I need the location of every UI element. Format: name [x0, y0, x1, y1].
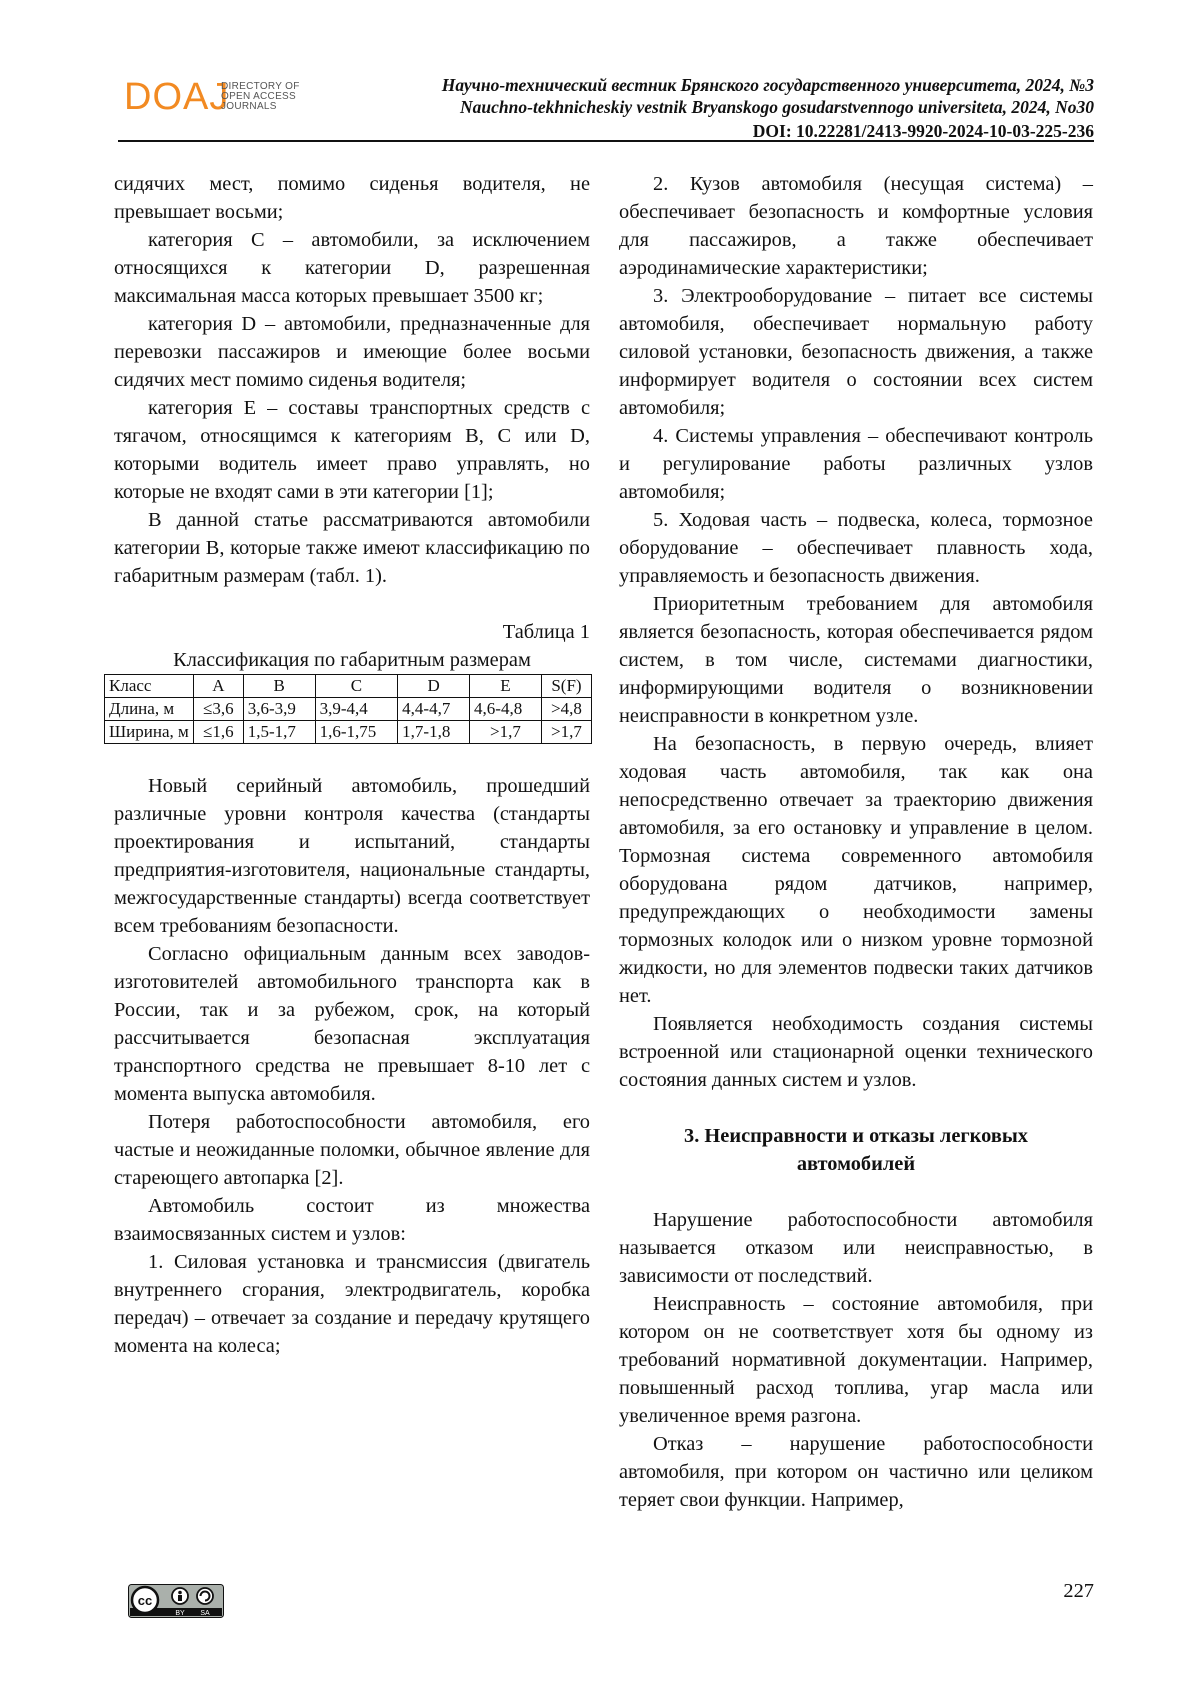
paragraph: 1. Силовая установка и трансмиссия (двигатель внутреннего сгорания, электродвигатель, коробка передач) – отвечает за создание и передачу крутящего момента на колеса; — [114, 1251, 590, 1357]
left-column — [109, 170, 590, 1360]
table-cell: 4,4-4,7 — [398, 698, 470, 721]
table-cell: Длина, м — [105, 698, 194, 721]
table-header-cell: S(F) — [541, 675, 591, 698]
paragraph: 3. Электрооборудование – питает все системы автомобиля, обеспечивает нормальную работу силовой установки, безопасность движения, а также информирует водителя о состоянии всех систем автомобиля; — [619, 285, 1093, 419]
table-cell: 1,7-1,8 — [398, 721, 470, 744]
logo-sub-line: JOURNALS — [221, 101, 277, 112]
paragraph: 4. Системы управления – обеспечивают контроль и регулирование работы различных узлов автомобиля; — [619, 425, 1093, 503]
table-row — [105, 698, 592, 721]
table-cell: >1,7 — [541, 721, 591, 744]
right-column — [619, 170, 1093, 1514]
paragraph: Автомобиль состоит из множества взаимосвязанных систем и узлов: — [114, 1195, 590, 1245]
paragraph: Новый серийный автомобиль, прошедший различные уровни контроля качества (стандарты проектирования и испытаний, стандарты предприятия-изготовителя, национальные стандарты, межгосударственные стандарты) всегда соответствует всем требованиям безопасности. — [114, 775, 590, 937]
table-header-cell: A — [194, 675, 244, 698]
table-cell: 3,6-3,9 — [243, 698, 315, 721]
paragraph: 2. Кузов автомобиля (несущая система) – обеспечивает безопасность и комфортные условия для пассажиров, а также обеспечивает аэродинамические характеристики; — [619, 173, 1093, 279]
classification-table — [104, 674, 592, 744]
table-header-cell: E — [470, 675, 542, 698]
table-header-row — [105, 675, 592, 698]
doaj-logo-subtitle — [221, 82, 300, 112]
table-cell: 1,6-1,75 — [315, 721, 398, 744]
table-header-cell: Класс — [105, 675, 194, 698]
journal-header — [442, 74, 1094, 118]
table-cell: 1,5-1,7 — [243, 721, 315, 744]
header-divider — [118, 140, 1094, 142]
paragraph: Нарушение работоспособности автомобиля называется отказом или неисправностью, в зависимости от последствий. — [619, 1209, 1093, 1287]
paragraph: 5. Ходовая часть – подвеска, колеса, тормозное оборудование – обеспечивает плавность хода, управляемость и безопасность движения. — [619, 509, 1093, 587]
table-row — [105, 721, 592, 744]
paragraph: категория D – автомобили, предназначенные для перевозки пассажиров и имеющие более восьми сидячих мест помимо сиденья водителя; — [114, 313, 590, 391]
doi-link[interactable]: DOI: 10.22281/2413-9920-2024-10-03-225-236 — [752, 121, 1094, 141]
doaj-logo[interactable] — [124, 78, 314, 120]
table-header-cell: D — [398, 675, 470, 698]
table-header-cell: B — [243, 675, 315, 698]
table-cell: >4,8 — [541, 698, 591, 721]
section-heading — [619, 1122, 1093, 1178]
logo-sub-line: DIRECTORY OF — [221, 81, 300, 92]
table-header-cell: C — [315, 675, 398, 698]
logo-sub-line: OPEN ACCESS — [221, 91, 296, 102]
table-cell: >1,7 — [470, 721, 542, 744]
table-cell: ≤1,6 — [194, 721, 244, 744]
table-number: Таблица 1 — [502, 621, 590, 643]
cc-by-sa-license-icon[interactable] — [128, 1584, 224, 1618]
table-cell: ≤3,6 — [194, 698, 244, 721]
paragraph: На безопасность, в первую очередь, влияет ходовая часть автомобиля, так как она непосредственно отвечает за траекторию движения автомобиля, за его остановку и управление в целом. Тормозная система современного автомобиля оборудована рядом датчиков, например, предупреждающих о необходимости замены тормозных колодок или о низком уровне тормозной жидкости, но для элементов подвески таких датчиков нет. — [619, 733, 1093, 1007]
doaj-logo-text: DOAJ — [124, 76, 230, 118]
paragraph: Потеря работоспособности автомобиля, его частые и неожиданные поломки, обычное явление для стареющего автопарка [2]. — [114, 1111, 590, 1189]
cc-mark: cc — [137, 1593, 153, 1608]
journal-title-en: Nauchno-tekhnicheskiy vestnik Bryanskogo gosudarstvennogo universiteta, 2024, No30 — [460, 97, 1094, 117]
table-cell: 3,9-4,4 — [315, 698, 398, 721]
paragraph: сидячих мест, помимо сиденья водителя, не превышает восьми; — [114, 173, 590, 223]
journal-title-ru: Научно-технический вестник Брянского государственного университета, 2024, №3 — [441, 75, 1094, 95]
sa-label: SA — [200, 1610, 210, 1617]
paragraph: Неисправность – состояние автомобиля, при котором он не соответствует хотя бы одному из требований нормативной документации. Например, повышенный расход топлива, угар масла или увеличенное время разгона. — [619, 1293, 1093, 1427]
paragraph: категория E – составы транспортных средств с тягачом, относящимся к категориям B, C или D, которыми водитель имеет право управлять, но которые не входят сами в эти категории [1]; — [114, 397, 590, 503]
paragraph: В данной статье рассматриваются автомобили категории B, которые также имеют классификацию по габаритным размерам (табл. 1). — [114, 509, 590, 587]
table-cell: Ширина, м — [105, 721, 194, 744]
table-cell: 4,6-4,8 — [470, 698, 542, 721]
by-label: BY — [175, 1610, 185, 1617]
paragraph: Отказ – нарушение работоспособности автомобиля, при котором он частично или целиком теряет свои функции. Например, — [619, 1433, 1093, 1511]
section-heading-line: 3. Неисправности и отказы легковых — [684, 1125, 1028, 1147]
page-number: 227 — [1063, 1580, 1094, 1602]
table-title: Классификация по габаритным размерам — [173, 649, 531, 671]
paragraph: Появляется необходимость создания системы встроенной или стационарной оценки технического состояния данных систем и узлов. — [619, 1013, 1093, 1091]
paragraph: Приоритетным требованием для автомобиля является безопасность, которая обеспечивается рядом систем, в том числе, системами диагностики, информирующими водителя о возникновении неисправности в конкретном узле. — [619, 593, 1093, 727]
paragraph: Согласно официальным данным всех заводов-изготовителей автомобильного транспорта как в России, так и за рубежом, срок, на который рассчитывается безопасная эксплуатация транспортного средства не превышает 8-10 лет с момента выпуска автомобиля. — [114, 943, 590, 1105]
section-heading-line: автомобилей — [796, 1153, 916, 1175]
paragraph: категория C – автомобили, за исключением относящихся к категории D, разрешенная максимальная масса которых превышает 3500 кг; — [114, 229, 590, 307]
